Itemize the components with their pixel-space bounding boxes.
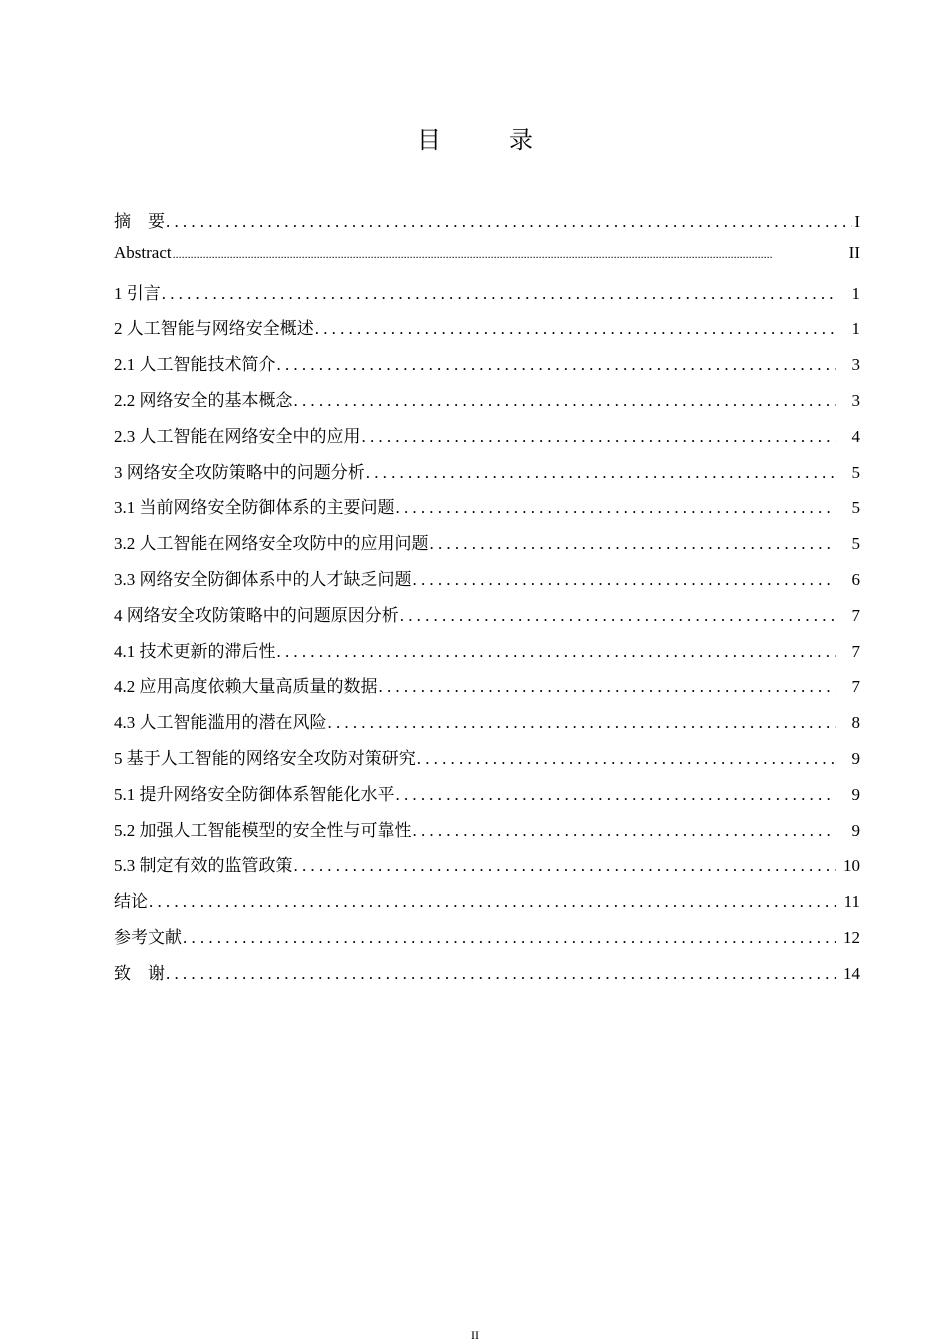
toc-entry-page: 9 bbox=[851, 820, 860, 840]
toc-entry-label: 2.3 人工智能在网络安全中的应用 bbox=[114, 426, 361, 446]
toc-entry-abstract-en[interactable] bbox=[114, 243, 860, 279]
toc-entry-page: 9 bbox=[851, 784, 860, 804]
toc-entry-page: 11 bbox=[843, 892, 860, 912]
toc-entry-label: 3.2 人工智能在网络安全攻防中的应用问题 bbox=[114, 534, 429, 554]
toc-leader-dots bbox=[183, 928, 836, 948]
toc-leader-dots bbox=[294, 856, 837, 876]
toc-entry-label: 5.1 提升网络安全防御体系智能化水平 bbox=[114, 784, 395, 804]
toc-entry[interactable] bbox=[114, 851, 860, 887]
toc-leader-dots bbox=[173, 247, 847, 262]
toc-entry-page: 10 bbox=[843, 856, 860, 876]
toc-entry-page: 5 bbox=[851, 498, 860, 518]
toc-entry-label: 3.3 网络安全防御体系中的人才缺乏问题 bbox=[114, 569, 412, 589]
toc-leader-dots bbox=[430, 534, 837, 554]
toc-entry-page: 6 bbox=[851, 569, 860, 589]
toc-entry-label: 4.2 应用高度依赖大量高质量的数据 bbox=[114, 677, 378, 697]
toc-entry-label: 2.1 人工智能技术简介 bbox=[114, 355, 276, 375]
toc-entry[interactable] bbox=[114, 314, 860, 350]
toc-entry-page: 4 bbox=[851, 426, 860, 446]
toc-entry-label: 3.1 当前网络安全防御体系的主要问题 bbox=[114, 498, 395, 518]
toc-entry[interactable] bbox=[114, 780, 860, 816]
toc-entry-page: 7 bbox=[851, 641, 860, 661]
page-title: 目 录 bbox=[417, 126, 555, 154]
toc-entry-label: 3 网络安全攻防策略中的问题分析 bbox=[114, 462, 365, 482]
toc-entry[interactable] bbox=[114, 601, 860, 637]
toc-entry-references[interactable] bbox=[114, 923, 860, 959]
toc-entry-page: 8 bbox=[851, 713, 860, 733]
toc-entry-label: 5 基于人工智能的网络安全攻防对策研究 bbox=[114, 748, 416, 768]
toc-entry-page: 9 bbox=[851, 748, 860, 768]
toc-entry[interactable] bbox=[114, 422, 860, 458]
table-of-contents bbox=[114, 207, 860, 995]
toc-entry-label: 摘 要 bbox=[114, 212, 165, 231]
toc-leader-dots bbox=[366, 463, 836, 483]
toc-entry-page: 5 bbox=[851, 534, 860, 554]
toc-entry-page: 7 bbox=[851, 605, 860, 625]
toc-entry-page: 14 bbox=[843, 963, 860, 983]
toc-entry-label: 结论 bbox=[114, 892, 148, 912]
toc-entry[interactable] bbox=[114, 816, 860, 852]
toc-leader-dots bbox=[413, 570, 837, 590]
toc-entry-label: 参考文献 bbox=[114, 927, 182, 947]
toc-leader-dots bbox=[166, 212, 852, 232]
toc-entry-page: II bbox=[848, 242, 860, 262]
toc-leader-dots bbox=[294, 391, 837, 411]
toc-entry-conclusion[interactable] bbox=[114, 887, 860, 923]
toc-entry-label: 4 网络安全攻防策略中的问题原因分析 bbox=[114, 605, 399, 625]
toc-entry[interactable] bbox=[114, 744, 860, 780]
toc-entry-label: 4.1 技术更新的滞后性 bbox=[114, 641, 276, 661]
toc-entry-page: 7 bbox=[851, 677, 860, 697]
toc-leader-dots bbox=[400, 606, 836, 626]
toc-leader-dots bbox=[166, 964, 836, 984]
toc-entry-page: 1 bbox=[851, 319, 860, 339]
toc-entry-label: 致 谢 bbox=[114, 963, 165, 983]
toc-entry-page: 12 bbox=[843, 927, 860, 947]
toc-entry-page: 3 bbox=[851, 390, 860, 410]
toc-leader-dots bbox=[162, 284, 836, 304]
toc-entry-label: 4.3 人工智能滥用的潜在风险 bbox=[114, 713, 327, 733]
toc-entry-label: 5.3 制定有效的监管政策 bbox=[114, 856, 293, 876]
toc-entry-label: 1 引言 bbox=[114, 283, 161, 303]
toc-leader-dots bbox=[277, 642, 837, 662]
toc-entry-page: 5 bbox=[851, 462, 860, 482]
toc-entry-page: 1 bbox=[851, 283, 860, 303]
toc-entry-page: 3 bbox=[851, 355, 860, 375]
page-number-footer: II bbox=[471, 1328, 479, 1342]
toc-entry[interactable] bbox=[114, 672, 860, 708]
toc-entry[interactable] bbox=[114, 493, 860, 529]
toc-entry-label: 2 人工智能与网络安全概述 bbox=[114, 319, 314, 339]
toc-leader-dots bbox=[315, 319, 836, 339]
toc-leader-dots bbox=[396, 498, 837, 518]
toc-entry-page: I bbox=[854, 212, 860, 231]
toc-entry-label: 2.2 网络安全的基本概念 bbox=[114, 390, 293, 410]
toc-leader-dots bbox=[417, 749, 836, 769]
toc-leader-dots bbox=[413, 821, 837, 841]
toc-leader-dots bbox=[362, 427, 837, 447]
toc-entry-abstract-cn[interactable] bbox=[114, 207, 860, 243]
toc-entry-label: 5.2 加强人工智能模型的安全性与可靠性 bbox=[114, 820, 412, 840]
toc-leader-dots bbox=[277, 355, 837, 375]
toc-entry[interactable] bbox=[114, 350, 860, 386]
toc-entry[interactable] bbox=[114, 458, 860, 494]
toc-entry[interactable] bbox=[114, 279, 860, 315]
toc-leader-dots bbox=[328, 713, 837, 733]
toc-entry[interactable] bbox=[114, 565, 860, 601]
toc-entry-label: Abstract bbox=[114, 242, 172, 262]
toc-leader-dots bbox=[396, 785, 837, 805]
toc-entry[interactable] bbox=[114, 708, 860, 744]
toc-leader-dots bbox=[149, 892, 836, 912]
toc-entry-acknowledgements[interactable] bbox=[114, 959, 860, 995]
toc-leader-dots bbox=[379, 677, 837, 697]
toc-entry[interactable] bbox=[114, 386, 860, 422]
toc-entry[interactable] bbox=[114, 529, 860, 565]
toc-entry[interactable] bbox=[114, 637, 860, 673]
